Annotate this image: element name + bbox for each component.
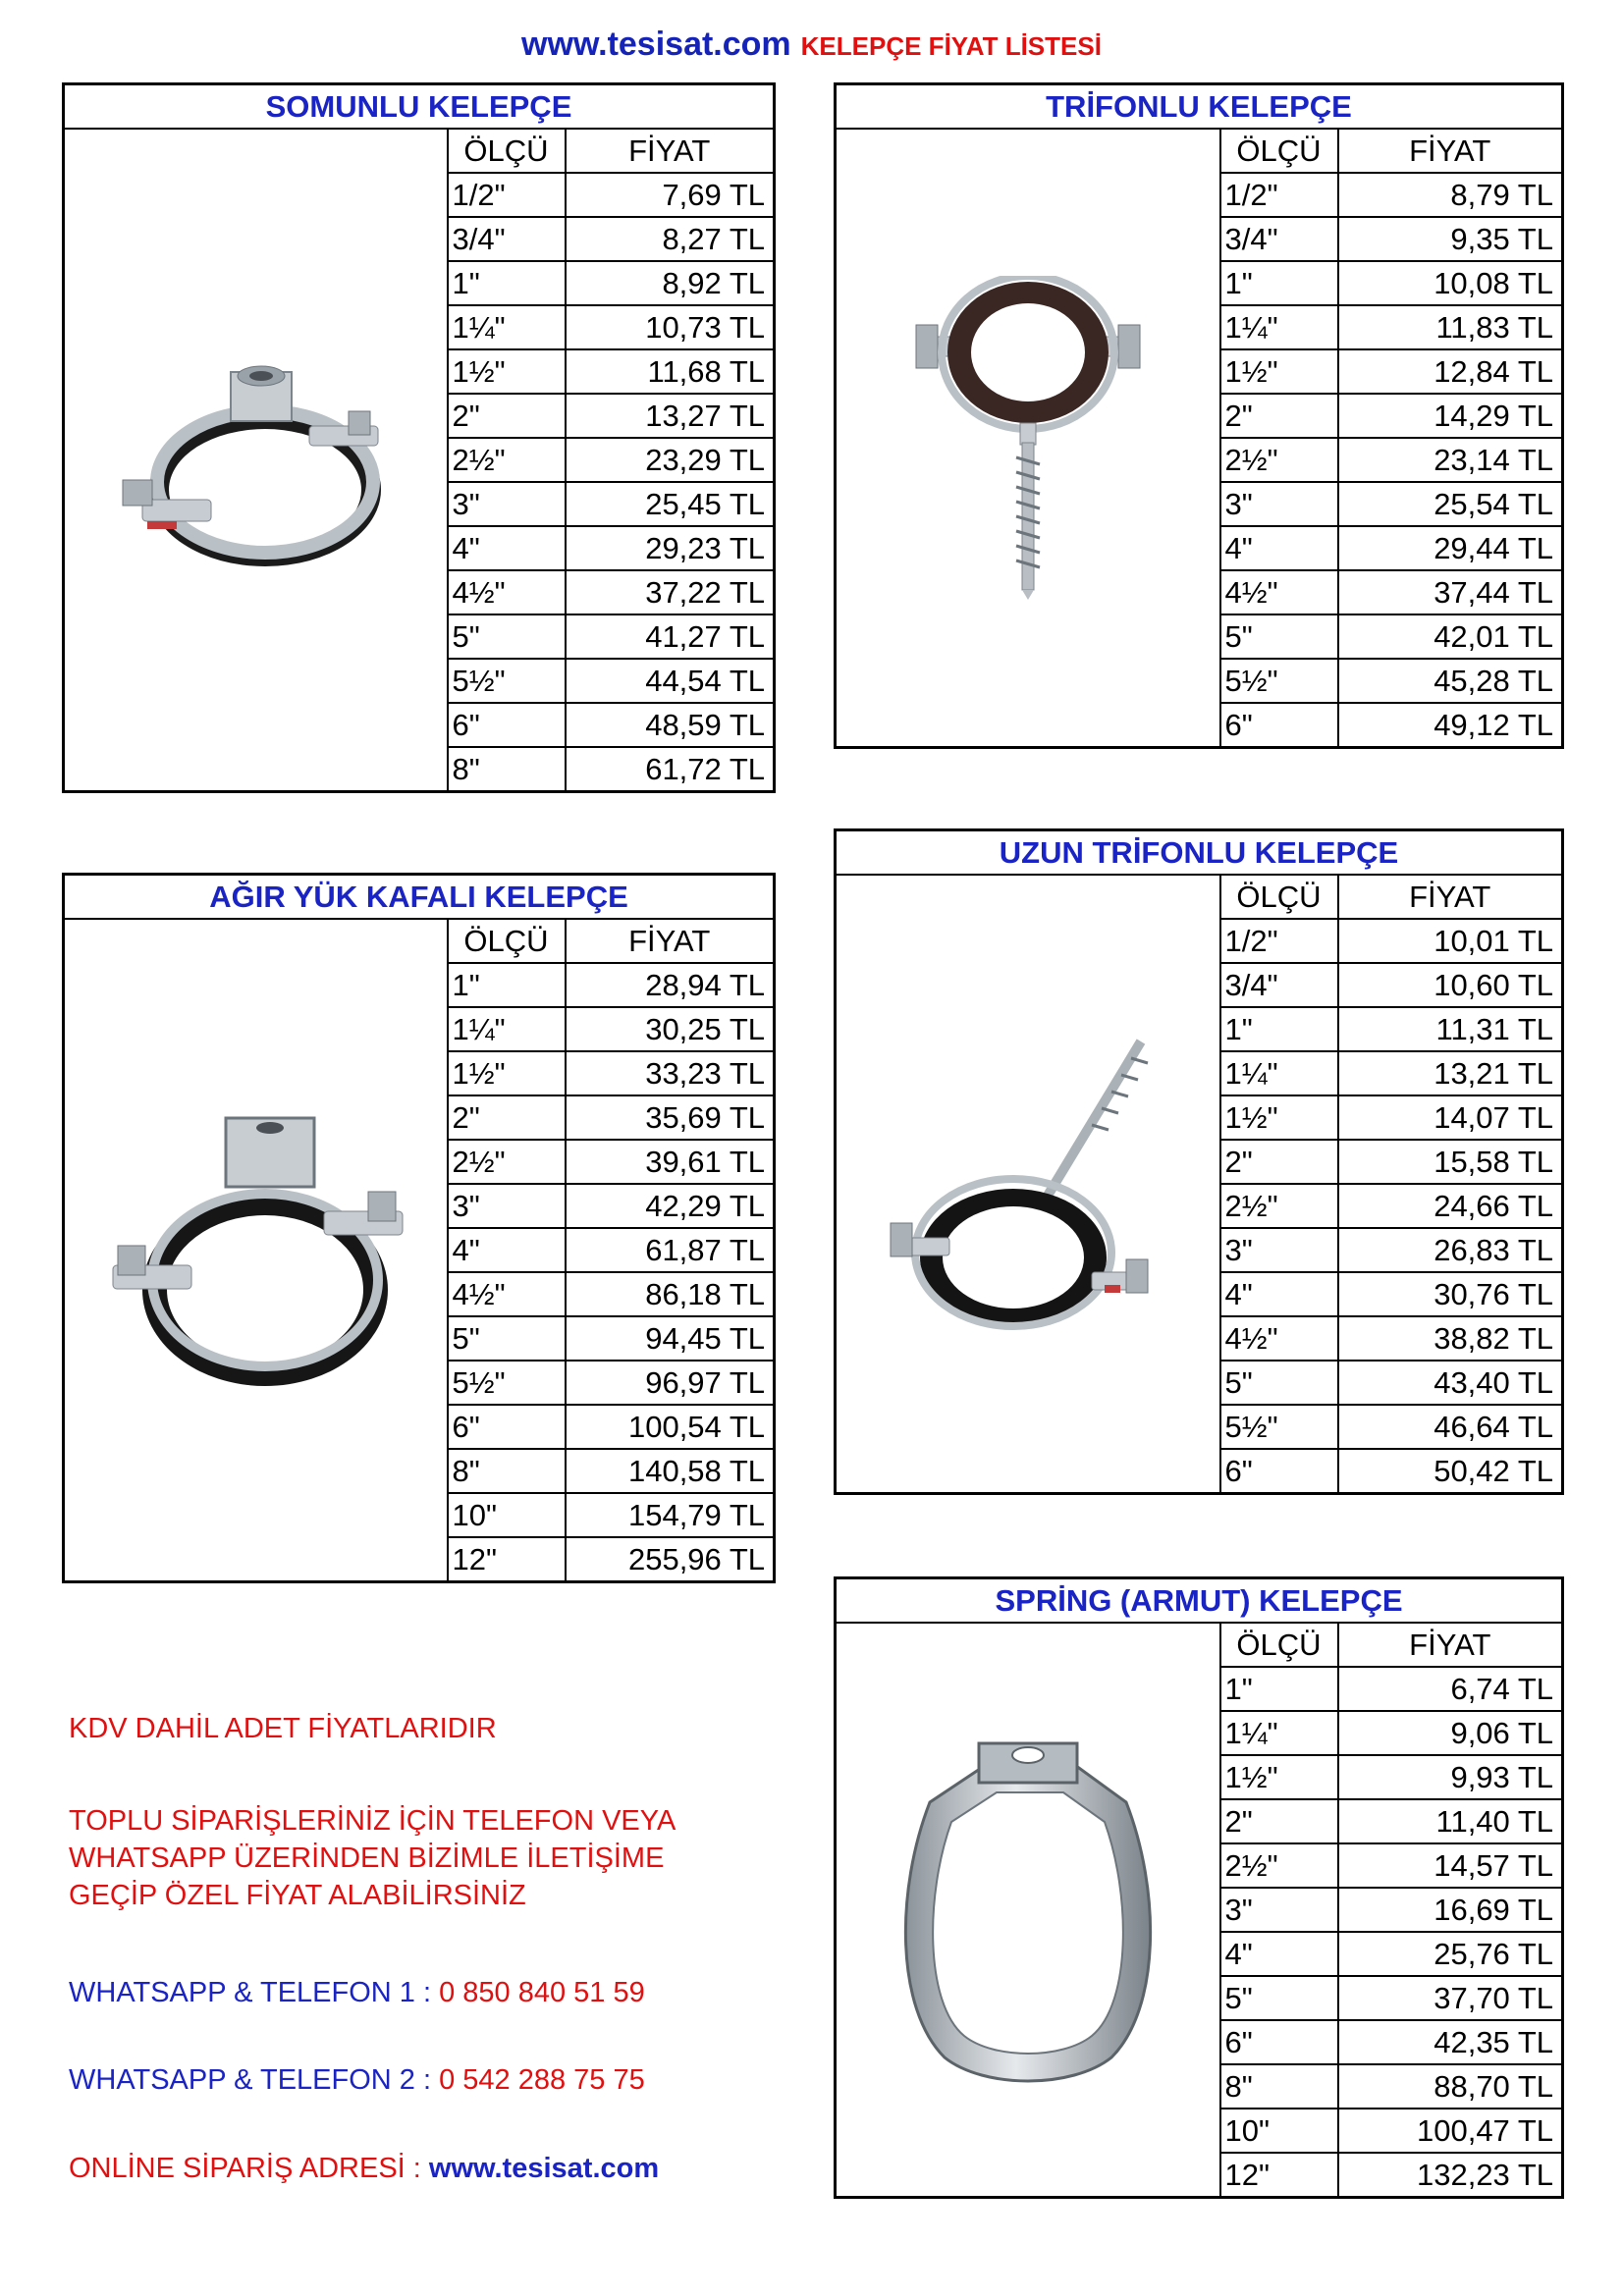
size-cell: 8" (1220, 2064, 1338, 2109)
size-cell: 1¼" (1220, 1711, 1338, 1755)
size-cell: 1¼" (1220, 305, 1338, 349)
size-cell: 5" (448, 614, 566, 659)
size-cell: 2½" (1220, 1184, 1338, 1228)
size-cell: 5" (1220, 1361, 1338, 1405)
phone-1 (69, 1974, 645, 2011)
table-uzun-trifonlu (834, 828, 1564, 1495)
size-cell: 4" (1220, 526, 1338, 570)
size-cell: 1" (448, 963, 566, 1007)
product-image-cell (836, 875, 1220, 1494)
table-title: UZUN TRİFONLU KELEPÇE (836, 830, 1563, 876)
size-cell: 1" (1220, 261, 1338, 305)
price-cell: 15,58 TL (1338, 1140, 1563, 1184)
size-cell: 4½" (1220, 1316, 1338, 1361)
phone-1-label: WHATSAPP & TELEFON 1 : (69, 1977, 440, 2008)
price-column-header: FİYAT (1338, 1623, 1563, 1667)
size-cell: 4½" (448, 1272, 566, 1316)
size-column-header: ÖLÇÜ (1220, 1623, 1338, 1667)
price-column-header: FİYAT (566, 129, 775, 173)
phone-2 (69, 2061, 645, 2099)
price-cell: 13,21 TL (1338, 1051, 1563, 1095)
size-cell: 1" (448, 261, 566, 305)
size-column-header: ÖLÇÜ (448, 129, 566, 173)
price-cell: 23,14 TL (1338, 438, 1563, 482)
price-cell: 100,54 TL (566, 1405, 775, 1449)
price-cell: 6,74 TL (1338, 1667, 1563, 1711)
price-cell: 42,01 TL (1338, 614, 1563, 659)
price-cell: 61,87 TL (566, 1228, 775, 1272)
price-cell: 46,64 TL (1338, 1405, 1563, 1449)
size-cell: 1¼" (448, 1007, 566, 1051)
price-cell: 35,69 TL (566, 1095, 775, 1140)
size-cell: 5½" (448, 659, 566, 703)
online-order-label: ONLİNE SİPARİŞ ADRESİ : (69, 2153, 429, 2184)
size-cell: 1½" (1220, 1095, 1338, 1140)
spring-pear-clamp-image (881, 1724, 1175, 2097)
size-cell: 3/4" (448, 217, 566, 261)
size-cell: 6" (1220, 703, 1338, 748)
price-cell: 9,35 TL (1338, 217, 1563, 261)
price-cell: 94,45 TL (566, 1316, 775, 1361)
kdv-note: KDV DAHİL ADET FİYATLARIDIR (69, 1713, 497, 1744)
size-cell: 6" (448, 1405, 566, 1449)
price-cell: 140,58 TL (566, 1449, 775, 1493)
price-cell: 23,29 TL (566, 438, 775, 482)
price-cell: 11,40 TL (1338, 1799, 1563, 1843)
price-cell: 8,27 TL (566, 217, 775, 261)
size-cell: 4½" (448, 570, 566, 614)
size-cell: 3" (1220, 482, 1338, 526)
size-cell: 2½" (1220, 438, 1338, 482)
price-cell: 154,79 TL (566, 1493, 775, 1537)
table-title: SOMUNLU KELEPÇE (64, 84, 775, 130)
size-cell: 1" (1220, 1007, 1338, 1051)
product-image-cell (836, 1623, 1220, 2198)
price-cell: 50,42 TL (1338, 1449, 1563, 1494)
price-cell: 10,08 TL (1338, 261, 1563, 305)
site-name[interactable]: www.tesisat.com (521, 26, 791, 63)
product-image-cell (836, 129, 1220, 748)
phone-2-label: WHATSAPP & TELEFON 2 : (69, 2064, 440, 2096)
online-order-link[interactable]: www.tesisat.com (428, 2153, 660, 2184)
price-cell: 42,29 TL (566, 1184, 775, 1228)
product-image-cell (64, 919, 448, 1582)
price-cell: 26,83 TL (1338, 1228, 1563, 1272)
price-cell: 38,82 TL (1338, 1316, 1563, 1361)
price-cell: 25,54 TL (1338, 482, 1563, 526)
table-title: AĞIR YÜK KAFALI KELEPÇE (64, 875, 775, 920)
price-cell: 37,22 TL (566, 570, 775, 614)
price-cell: 132,23 TL (1338, 2153, 1563, 2198)
table-title: TRİFONLU KELEPÇE (836, 84, 1563, 130)
size-cell: 5" (1220, 614, 1338, 659)
price-cell: 96,97 TL (566, 1361, 775, 1405)
size-cell: 5" (1220, 1976, 1338, 2020)
size-cell: 4½" (1220, 570, 1338, 614)
size-cell: 1½" (448, 349, 566, 394)
price-cell: 11,83 TL (1338, 305, 1563, 349)
price-cell: 8,92 TL (566, 261, 775, 305)
size-cell: 2" (448, 1095, 566, 1140)
size-column-header: ÖLÇÜ (448, 919, 566, 963)
product-image-cell (64, 129, 448, 792)
size-cell: 3/4" (1220, 217, 1338, 261)
price-cell: 39,61 TL (566, 1140, 775, 1184)
price-cell: 10,60 TL (1338, 963, 1563, 1007)
price-cell: 43,40 TL (1338, 1361, 1563, 1405)
size-cell: 1¼" (1220, 1051, 1338, 1095)
price-cell: 24,66 TL (1338, 1184, 1563, 1228)
price-cell: 11,31 TL (1338, 1007, 1563, 1051)
price-cell: 30,25 TL (566, 1007, 775, 1051)
size-cell: 2½" (448, 438, 566, 482)
price-cell: 10,01 TL (1338, 919, 1563, 963)
size-cell: 2" (448, 394, 566, 438)
price-cell: 44,54 TL (566, 659, 775, 703)
size-cell: 10" (448, 1493, 566, 1537)
size-cell: 1½" (1220, 1755, 1338, 1799)
size-cell: 1¼" (448, 305, 566, 349)
price-cell: 41,27 TL (566, 614, 775, 659)
price-cell: 10,73 TL (566, 305, 775, 349)
size-cell: 1/2" (448, 173, 566, 217)
bulk-order-note (69, 1802, 676, 1914)
page-subtitle: KELEPÇE FİYAT LİSTESİ (800, 31, 1102, 61)
size-cell: 4" (1220, 1272, 1338, 1316)
size-cell: 1/2" (1220, 919, 1338, 963)
size-column-header: ÖLÇÜ (1220, 875, 1338, 919)
price-cell: 37,70 TL (1338, 1976, 1563, 2020)
size-cell: 8" (448, 1449, 566, 1493)
table-agir-yuk (62, 873, 776, 1583)
size-cell: 2½" (448, 1140, 566, 1184)
price-cell: 8,79 TL (1338, 173, 1563, 217)
size-cell: 10" (1220, 2109, 1338, 2153)
size-cell: 2" (1220, 394, 1338, 438)
online-order (69, 2150, 659, 2187)
size-cell: 1" (1220, 1667, 1338, 1711)
size-cell: 8" (448, 747, 566, 792)
size-cell: 1½" (1220, 349, 1338, 394)
price-cell: 25,45 TL (566, 482, 775, 526)
price-cell: 14,07 TL (1338, 1095, 1563, 1140)
size-cell: 3" (448, 482, 566, 526)
table-title: SPRİNG (ARMUT) KELEPÇE (836, 1578, 1563, 1624)
nut-clamp-image (93, 333, 417, 588)
size-cell: 12" (1220, 2153, 1338, 2198)
table-trifonlu (834, 82, 1564, 749)
price-cell: 12,84 TL (1338, 349, 1563, 394)
heavy-duty-clamp-image (93, 1098, 417, 1403)
table-spring (834, 1576, 1564, 2199)
price-cell: 33,23 TL (566, 1051, 775, 1095)
table-somunlu (62, 82, 776, 793)
price-cell: 9,06 TL (1338, 1711, 1563, 1755)
price-cell: 25,76 TL (1338, 1932, 1563, 1976)
price-cell: 61,72 TL (566, 747, 775, 792)
price-cell: 37,44 TL (1338, 570, 1563, 614)
size-cell: 12" (448, 1537, 566, 1582)
price-cell: 100,47 TL (1338, 2109, 1563, 2153)
size-cell: 5½" (1220, 659, 1338, 703)
size-cell: 3/4" (1220, 963, 1338, 1007)
price-column-header: FİYAT (1338, 875, 1563, 919)
size-cell: 3" (1220, 1228, 1338, 1272)
bulk-note-line-2: WHATSAPP ÜZERİNDEN BİZİMLE İLETİŞİME (69, 1842, 665, 1874)
price-cell: 86,18 TL (566, 1272, 775, 1316)
price-cell: 255,96 TL (566, 1537, 775, 1582)
size-cell: 4" (1220, 1932, 1338, 1976)
price-cell: 88,70 TL (1338, 2064, 1563, 2109)
price-column-header: FİYAT (566, 919, 775, 963)
size-cell: 3" (1220, 1888, 1338, 1932)
price-cell: 29,44 TL (1338, 526, 1563, 570)
size-cell: 1½" (448, 1051, 566, 1095)
size-cell: 2½" (1220, 1843, 1338, 1888)
price-cell: 14,29 TL (1338, 394, 1563, 438)
price-cell: 14,57 TL (1338, 1843, 1563, 1888)
bulk-note-line-3: GEÇİP ÖZEL FİYAT ALABİLİRSİNİZ (69, 1880, 526, 1911)
price-cell: 45,28 TL (1338, 659, 1563, 703)
price-cell: 48,59 TL (566, 703, 775, 747)
price-cell: 9,93 TL (1338, 1755, 1563, 1799)
size-cell: 6" (1220, 2020, 1338, 2064)
price-cell: 29,23 TL (566, 526, 775, 570)
long-screw-clamp-image (881, 1032, 1175, 1336)
price-cell: 30,76 TL (1338, 1272, 1563, 1316)
bulk-note-line-1: TOPLU SİPARİŞLERİNİZ İÇİN TELEFON VEYA (69, 1805, 676, 1837)
price-cell: 16,69 TL (1338, 1888, 1563, 1932)
price-cell: 49,12 TL (1338, 703, 1563, 748)
lag-screw-clamp-image (891, 276, 1165, 600)
price-cell: 11,68 TL (566, 349, 775, 394)
phone-2-number[interactable]: 0 542 288 75 75 (439, 2064, 645, 2096)
size-cell: 1/2" (1220, 173, 1338, 217)
page-header (0, 26, 1623, 64)
size-column-header: ÖLÇÜ (1220, 129, 1338, 173)
price-cell: 42,35 TL (1338, 2020, 1563, 2064)
size-cell: 5½" (448, 1361, 566, 1405)
size-cell: 2" (1220, 1799, 1338, 1843)
price-cell: 13,27 TL (566, 394, 775, 438)
price-column-header: FİYAT (1338, 129, 1563, 173)
size-cell: 2" (1220, 1140, 1338, 1184)
price-cell: 7,69 TL (566, 173, 775, 217)
size-cell: 6" (1220, 1449, 1338, 1494)
phone-1-number[interactable]: 0 850 840 51 59 (439, 1977, 645, 2008)
size-cell: 5" (448, 1316, 566, 1361)
size-cell: 5½" (1220, 1405, 1338, 1449)
price-cell: 28,94 TL (566, 963, 775, 1007)
size-cell: 4" (448, 1228, 566, 1272)
size-cell: 6" (448, 703, 566, 747)
size-cell: 4" (448, 526, 566, 570)
size-cell: 3" (448, 1184, 566, 1228)
